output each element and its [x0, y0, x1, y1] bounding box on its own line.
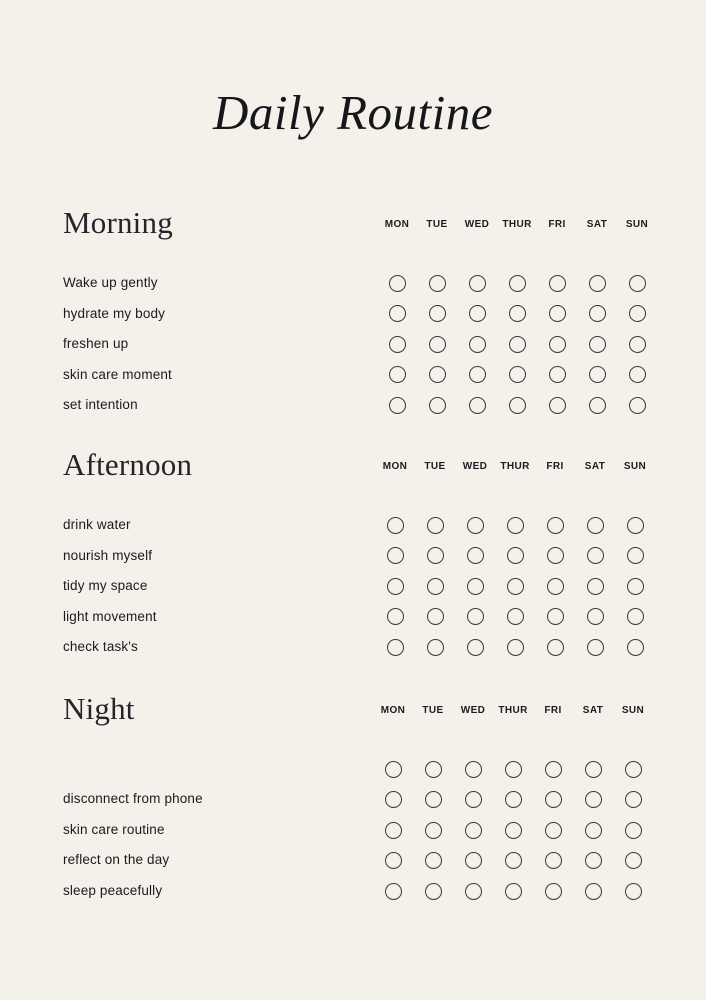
checkbox-grid-afternoon	[375, 510, 655, 663]
checkbox-cell-sun[interactable]	[613, 822, 653, 839]
checkbox-circle-icon[interactable]	[545, 791, 562, 808]
task-label: tidy my space	[63, 578, 148, 593]
checkbox-circle-icon[interactable]	[585, 761, 602, 778]
checkbox-circle-icon[interactable]	[425, 761, 442, 778]
checkbox-circle-icon[interactable]	[425, 791, 442, 808]
checkbox-circle-icon[interactable]	[465, 822, 482, 839]
checkbox-cell-mon[interactable]	[377, 305, 417, 322]
day-header-mon: MON	[384, 219, 410, 230]
checkbox-circle-icon[interactable]	[467, 639, 484, 656]
task-label: set intention	[63, 397, 138, 412]
checkbox-circle-icon[interactable]	[587, 578, 604, 595]
task-list-morning	[63, 268, 172, 421]
checkbox-circle-icon[interactable]	[509, 366, 526, 383]
checkbox-cell-wed[interactable]	[453, 883, 493, 900]
checkbox-circle-icon[interactable]	[385, 852, 402, 869]
day-header-tue: TUE	[422, 705, 444, 716]
checkbox-circle-icon[interactable]	[387, 547, 404, 564]
checkbox-circle-icon[interactable]	[427, 608, 444, 625]
task-label: check task's	[63, 639, 138, 654]
checkbox-cell-fri[interactable]	[535, 517, 575, 534]
checkbox-circle-icon[interactable]	[627, 608, 644, 625]
checkbox-circle-icon[interactable]	[389, 336, 406, 353]
checkbox-cell-thur[interactable]	[493, 791, 533, 808]
checkbox-circle-icon[interactable]	[629, 305, 646, 322]
checkbox-cell-thur[interactable]	[495, 578, 535, 595]
page-title: Daily Routine	[212, 85, 494, 140]
checkbox-cell-fri[interactable]	[535, 639, 575, 656]
checkbox-circle-icon[interactable]	[625, 791, 642, 808]
day-header-fri: FRI	[544, 705, 562, 716]
day-header-thur: THUR	[502, 219, 532, 230]
checkbox-cell-wed[interactable]	[457, 336, 497, 353]
task-label: nourish myself	[63, 547, 153, 563]
checkbox-cell-sun[interactable]	[617, 336, 657, 353]
checkbox-cell-thur[interactable]	[495, 517, 535, 534]
task-label: skin care routine	[63, 821, 165, 837]
checkbox-circle-icon[interactable]	[549, 366, 566, 383]
checkbox-cell-tue[interactable]	[417, 275, 457, 292]
checkbox-cell-wed[interactable]	[453, 791, 493, 808]
checkbox-cell-thur[interactable]	[497, 366, 537, 383]
day-header-fri: FRI	[548, 219, 566, 230]
checkbox-circle-icon[interactable]	[507, 547, 524, 564]
day-header-mon: MON	[382, 461, 408, 472]
checkbox-cell-tue[interactable]	[417, 336, 457, 353]
day-header-wed: WED	[462, 461, 488, 472]
checkbox-circle-icon[interactable]	[625, 822, 642, 839]
checkbox-circle-icon[interactable]	[467, 578, 484, 595]
task-label: sleep peacefully	[63, 882, 163, 898]
checkbox-circle-icon[interactable]	[625, 883, 642, 900]
checkbox-circle-icon[interactable]	[545, 883, 562, 900]
checkbox-cell-sun[interactable]	[617, 275, 657, 292]
checkbox-cell-mon[interactable]	[377, 275, 417, 292]
checkbox-cell-fri[interactable]	[533, 883, 573, 900]
checkbox-circle-icon[interactable]	[467, 547, 484, 564]
checkbox-circle-icon[interactable]	[629, 336, 646, 353]
checkbox-cell-sat[interactable]	[577, 336, 617, 353]
day-header-sat: SAT	[584, 461, 606, 472]
checkbox-circle-icon[interactable]	[587, 547, 604, 564]
task-label: Wake up gently	[63, 275, 158, 290]
checkbox-cell-mon[interactable]	[375, 578, 415, 595]
checkbox-circle-icon[interactable]	[467, 517, 484, 534]
checkbox-cell-sun[interactable]	[617, 305, 657, 322]
checkbox-cell-sat[interactable]	[577, 305, 617, 322]
checkbox-circle-icon[interactable]	[469, 366, 486, 383]
checkbox-row	[373, 754, 653, 785]
section-heading-morning: Morning	[63, 205, 173, 240]
task-label: light movement	[63, 608, 157, 624]
day-header-row-morning	[377, 219, 657, 230]
checkbox-cell-sun[interactable]	[615, 547, 655, 564]
checkbox-cell-thur[interactable]	[493, 822, 533, 839]
checkbox-circle-icon[interactable]	[429, 366, 446, 383]
checkbox-circle-icon[interactable]	[549, 305, 566, 322]
checkbox-cell-mon[interactable]	[375, 547, 415, 564]
checkbox-circle-icon[interactable]	[507, 608, 524, 625]
checkbox-circle-icon[interactable]	[505, 852, 522, 869]
task-label: drink water	[63, 517, 131, 532]
checkbox-cell-thur[interactable]	[497, 305, 537, 322]
checkbox-circle-icon[interactable]	[465, 883, 482, 900]
checkbox-cell-thur[interactable]	[497, 397, 537, 414]
checkbox-cell-sat[interactable]	[573, 791, 613, 808]
checkbox-cell-sun[interactable]	[615, 517, 655, 534]
day-header-sat: SAT	[586, 219, 608, 230]
checkbox-cell-mon[interactable]	[373, 822, 413, 839]
checkbox-row	[375, 510, 655, 541]
checkbox-cell-mon[interactable]	[373, 761, 413, 778]
checkbox-circle-icon[interactable]	[587, 639, 604, 656]
checkbox-cell-mon[interactable]	[373, 791, 413, 808]
checkbox-cell-mon[interactable]	[375, 517, 415, 534]
checkbox-circle-icon[interactable]	[549, 275, 566, 292]
checkbox-row	[375, 541, 655, 572]
checkbox-circle-icon[interactable]	[585, 852, 602, 869]
checkbox-circle-icon[interactable]	[385, 883, 402, 900]
checkbox-cell-mon[interactable]	[373, 883, 413, 900]
checkbox-cell-wed[interactable]	[453, 761, 493, 778]
checkbox-circle-icon[interactable]	[629, 275, 646, 292]
checkbox-cell-fri[interactable]	[533, 791, 573, 808]
checkbox-circle-icon[interactable]	[389, 305, 406, 322]
checkbox-cell-sat[interactable]	[575, 547, 615, 564]
checkbox-circle-icon[interactable]	[585, 822, 602, 839]
checkbox-circle-icon[interactable]	[587, 608, 604, 625]
checkbox-circle-icon[interactable]	[585, 791, 602, 808]
checkbox-row	[373, 785, 653, 816]
checkbox-cell-sat[interactable]	[575, 639, 615, 656]
checkbox-circle-icon[interactable]	[549, 397, 566, 414]
day-header-sun: SUN	[621, 705, 645, 716]
checkbox-cell-fri[interactable]	[537, 397, 577, 414]
day-header-row-afternoon	[375, 461, 655, 472]
checkbox-circle-icon[interactable]	[389, 397, 406, 414]
checkbox-cell-sun[interactable]	[615, 578, 655, 595]
checkbox-cell-tue[interactable]	[415, 547, 455, 564]
checkbox-circle-icon[interactable]	[385, 761, 402, 778]
day-header-sat: SAT	[582, 705, 604, 716]
checkbox-circle-icon[interactable]	[627, 639, 644, 656]
checkbox-cell-wed[interactable]	[455, 517, 495, 534]
checkbox-circle-icon[interactable]	[629, 397, 646, 414]
checkbox-cell-fri[interactable]	[533, 852, 573, 869]
checkbox-cell-fri[interactable]	[535, 578, 575, 595]
checkbox-circle-icon[interactable]	[627, 517, 644, 534]
checkbox-cell-thur[interactable]	[495, 608, 535, 625]
checkbox-grid-morning	[377, 268, 657, 421]
checkbox-circle-icon[interactable]	[547, 578, 564, 595]
checkbox-cell-fri[interactable]	[537, 336, 577, 353]
checkbox-circle-icon[interactable]	[587, 517, 604, 534]
checkbox-circle-icon[interactable]	[429, 305, 446, 322]
checkbox-circle-icon[interactable]	[387, 639, 404, 656]
checkbox-cell-wed[interactable]	[453, 852, 493, 869]
checkbox-cell-sat[interactable]	[575, 517, 615, 534]
checkbox-cell-mon[interactable]	[375, 608, 415, 625]
checkbox-circle-icon[interactable]	[505, 791, 522, 808]
checkbox-cell-tue[interactable]	[415, 608, 455, 625]
checkbox-circle-icon[interactable]	[509, 397, 526, 414]
checkbox-cell-sun[interactable]	[613, 791, 653, 808]
checkbox-cell-thur[interactable]	[497, 275, 537, 292]
checkbox-row	[373, 815, 653, 846]
checkbox-circle-icon[interactable]	[507, 578, 524, 595]
checkbox-circle-icon[interactable]	[627, 578, 644, 595]
checkbox-row	[373, 846, 653, 877]
checkbox-cell-tue[interactable]	[413, 852, 453, 869]
checkbox-circle-icon[interactable]	[589, 336, 606, 353]
checkbox-cell-thur[interactable]	[495, 639, 535, 656]
checkbox-circle-icon[interactable]	[429, 275, 446, 292]
task-label: hydrate my body	[63, 305, 166, 321]
day-header-sun: SUN	[623, 461, 647, 472]
checkbox-circle-icon[interactable]	[547, 639, 564, 656]
day-header-thur: THUR	[498, 705, 528, 716]
checkbox-cell-sat[interactable]	[577, 397, 617, 414]
checkbox-row	[377, 329, 657, 360]
checkbox-cell-fri[interactable]	[537, 366, 577, 383]
checkbox-cell-sat[interactable]	[575, 578, 615, 595]
checkbox-cell-wed[interactable]	[457, 366, 497, 383]
checkbox-cell-tue[interactable]	[413, 883, 453, 900]
checkbox-cell-sat[interactable]	[575, 608, 615, 625]
checkbox-circle-icon[interactable]	[385, 791, 402, 808]
checkbox-row	[373, 876, 653, 907]
task-list-afternoon	[63, 510, 157, 663]
checkbox-circle-icon[interactable]	[387, 517, 404, 534]
checkbox-row	[375, 632, 655, 663]
checkbox-circle-icon[interactable]	[389, 366, 406, 383]
checkbox-circle-icon[interactable]	[549, 336, 566, 353]
checkbox-circle-icon[interactable]	[385, 822, 402, 839]
checkbox-row	[377, 360, 657, 391]
checkbox-cell-tue[interactable]	[413, 791, 453, 808]
checkbox-cell-fri[interactable]	[537, 275, 577, 292]
task-label: reflect on the day	[63, 852, 170, 867]
checkbox-circle-icon[interactable]	[625, 852, 642, 869]
checkbox-cell-sun[interactable]	[617, 366, 657, 383]
checkbox-circle-icon[interactable]	[465, 852, 482, 869]
checkbox-cell-mon[interactable]	[377, 397, 417, 414]
day-header-mon: MON	[380, 705, 406, 716]
checkbox-cell-tue[interactable]	[415, 578, 455, 595]
day-header-sun: SUN	[625, 219, 649, 230]
checkbox-circle-icon[interactable]	[547, 608, 564, 625]
checkbox-cell-sun[interactable]	[613, 883, 653, 900]
checkbox-circle-icon[interactable]	[427, 547, 444, 564]
checkbox-cell-tue[interactable]	[413, 822, 453, 839]
checkbox-circle-icon[interactable]	[627, 547, 644, 564]
checkbox-cell-sun[interactable]	[615, 639, 655, 656]
checkbox-circle-icon[interactable]	[509, 305, 526, 322]
checkbox-cell-wed[interactable]	[455, 639, 495, 656]
day-header-thur: THUR	[500, 461, 530, 472]
checkbox-circle-icon[interactable]	[427, 639, 444, 656]
checkbox-cell-fri[interactable]	[535, 608, 575, 625]
checkbox-cell-thur[interactable]	[493, 761, 533, 778]
checkbox-circle-icon[interactable]	[387, 608, 404, 625]
checkbox-circle-icon[interactable]	[425, 852, 442, 869]
checkbox-row	[377, 299, 657, 330]
checkbox-circle-icon[interactable]	[465, 761, 482, 778]
checkbox-row	[375, 602, 655, 633]
checkbox-circle-icon[interactable]	[547, 517, 564, 534]
checkbox-cell-tue[interactable]	[415, 517, 455, 534]
checkbox-circle-icon[interactable]	[507, 517, 524, 534]
checkbox-circle-icon[interactable]	[387, 578, 404, 595]
checkbox-circle-icon[interactable]	[389, 275, 406, 292]
checkbox-row	[375, 571, 655, 602]
checkbox-cell-wed[interactable]	[455, 578, 495, 595]
checkbox-circle-icon[interactable]	[625, 761, 642, 778]
task-label: disconnect from phone	[63, 791, 203, 806]
checkbox-cell-wed[interactable]	[457, 305, 497, 322]
checkbox-circle-icon[interactable]	[507, 639, 524, 656]
checkbox-cell-mon[interactable]	[377, 366, 417, 383]
section-heading-night: Night	[63, 691, 135, 726]
checkbox-circle-icon[interactable]	[465, 791, 482, 808]
checkbox-circle-icon[interactable]	[469, 275, 486, 292]
day-header-fri: FRI	[546, 461, 564, 472]
checkbox-cell-tue[interactable]	[417, 397, 457, 414]
checkbox-circle-icon[interactable]	[585, 883, 602, 900]
checkbox-cell-thur[interactable]	[493, 883, 533, 900]
checkbox-cell-tue[interactable]	[417, 305, 457, 322]
checkbox-cell-wed[interactable]	[455, 608, 495, 625]
checkbox-cell-tue[interactable]	[417, 366, 457, 383]
checkbox-circle-icon[interactable]	[545, 761, 562, 778]
checkbox-circle-icon[interactable]	[589, 305, 606, 322]
checkbox-grid-night	[373, 754, 653, 907]
checkbox-cell-mon[interactable]	[375, 639, 415, 656]
checkbox-cell-sat[interactable]	[577, 366, 617, 383]
checkbox-circle-icon[interactable]	[545, 822, 562, 839]
checkbox-cell-wed[interactable]	[457, 397, 497, 414]
section-heading-afternoon: Afternoon	[63, 447, 193, 482]
checkbox-circle-icon[interactable]	[589, 397, 606, 414]
checkbox-cell-sun[interactable]	[613, 761, 653, 778]
checkbox-cell-wed[interactable]	[457, 275, 497, 292]
checkbox-circle-icon[interactable]	[505, 761, 522, 778]
checkbox-circle-icon[interactable]	[429, 336, 446, 353]
checkbox-row	[377, 268, 657, 299]
checkbox-circle-icon[interactable]	[469, 336, 486, 353]
checkbox-cell-fri[interactable]	[533, 761, 573, 778]
checkbox-circle-icon[interactable]	[589, 366, 606, 383]
day-header-row-night	[373, 705, 653, 716]
checkbox-circle-icon[interactable]	[545, 852, 562, 869]
day-header-wed: WED	[464, 219, 490, 230]
checkbox-circle-icon[interactable]	[547, 547, 564, 564]
checkbox-cell-wed[interactable]	[453, 822, 493, 839]
day-header-wed: WED	[460, 705, 486, 716]
checkbox-circle-icon[interactable]	[469, 397, 486, 414]
checkbox-circle-icon[interactable]	[427, 517, 444, 534]
checkbox-cell-mon[interactable]	[373, 852, 413, 869]
checkbox-cell-mon[interactable]	[377, 336, 417, 353]
checkbox-circle-icon[interactable]	[429, 397, 446, 414]
checkbox-circle-icon[interactable]	[425, 883, 442, 900]
checkbox-circle-icon[interactable]	[505, 822, 522, 839]
checkbox-cell-fri[interactable]	[537, 305, 577, 322]
checkbox-cell-sun[interactable]	[617, 397, 657, 414]
checkbox-cell-thur[interactable]	[495, 547, 535, 564]
checkbox-cell-sat[interactable]	[577, 275, 617, 292]
checkbox-cell-thur[interactable]	[493, 852, 533, 869]
task-label: freshen up	[63, 336, 129, 351]
checkbox-cell-sat[interactable]	[573, 822, 613, 839]
day-header-tue: TUE	[426, 219, 448, 230]
checkbox-cell-sat[interactable]	[573, 852, 613, 869]
checkbox-cell-fri[interactable]	[535, 547, 575, 564]
task-label: skin care moment	[63, 366, 172, 382]
checkbox-cell-tue[interactable]	[413, 761, 453, 778]
checkbox-cell-sun[interactable]	[615, 608, 655, 625]
checkbox-cell-wed[interactable]	[455, 547, 495, 564]
task-list-night	[63, 784, 203, 906]
checkbox-circle-icon[interactable]	[469, 305, 486, 322]
checkbox-circle-icon[interactable]	[425, 822, 442, 839]
checkbox-cell-sat[interactable]	[573, 761, 613, 778]
checkbox-cell-thur[interactable]	[497, 336, 537, 353]
checkbox-circle-icon[interactable]	[629, 366, 646, 383]
checkbox-circle-icon[interactable]	[427, 578, 444, 595]
checkbox-circle-icon[interactable]	[509, 275, 526, 292]
checkbox-cell-fri[interactable]	[533, 822, 573, 839]
checkbox-cell-tue[interactable]	[415, 639, 455, 656]
checkbox-cell-sat[interactable]	[573, 883, 613, 900]
checkbox-circle-icon[interactable]	[509, 336, 526, 353]
checkbox-row	[377, 390, 657, 421]
day-header-tue: TUE	[424, 461, 446, 472]
checkbox-cell-sun[interactable]	[613, 852, 653, 869]
checkbox-circle-icon[interactable]	[589, 275, 606, 292]
checkbox-circle-icon[interactable]	[505, 883, 522, 900]
checkbox-circle-icon[interactable]	[467, 608, 484, 625]
